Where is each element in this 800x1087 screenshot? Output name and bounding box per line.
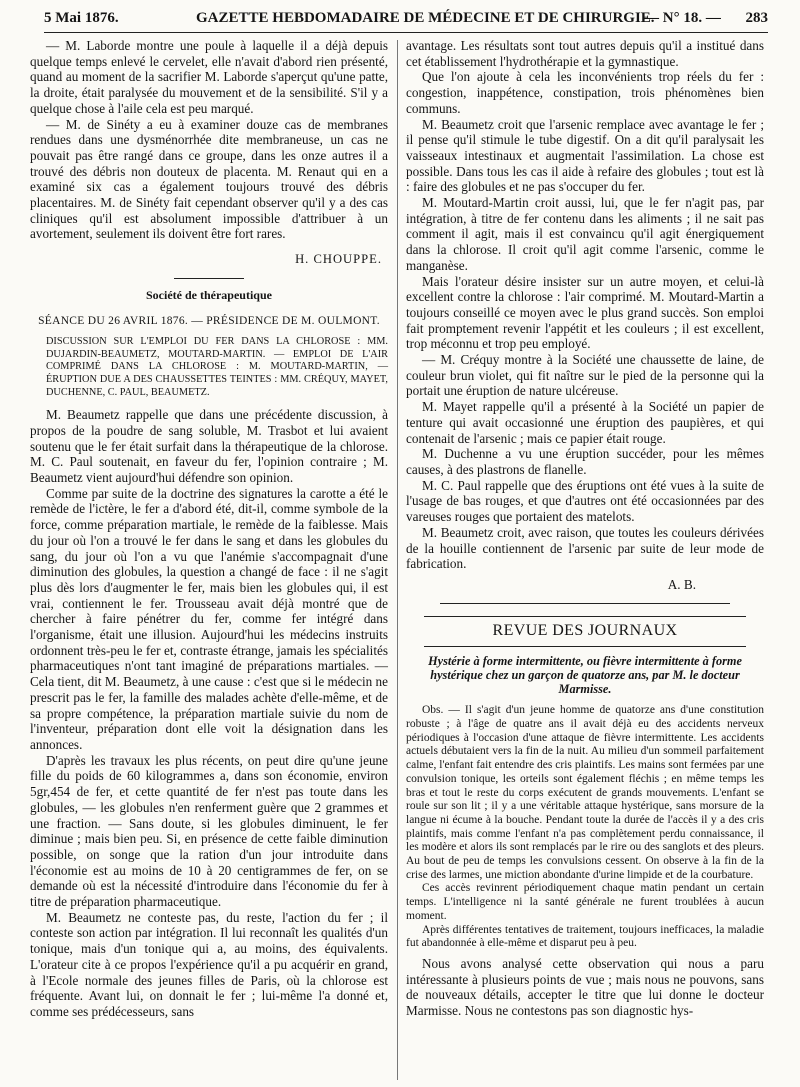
revue-des-journaux-title: REVUE DES JOURNAUX: [424, 616, 746, 648]
paragraph-c-paul: M. C. Paul rappelle que des éruptions ont été vues à la suite de l'usage de bas rouges, et que d'autres ont été occasionnées par des vareuses rouges que portaient des matelots.: [406, 477, 764, 525]
paragraph-beaumetz-couleurs: M. Beaumetz croit, avec raison, que toutes les couleurs dérivées de la houille contiennent de l'arsenic par suite de leur mode de fabrication.: [406, 524, 764, 572]
paragraph-sinety: — M. de Sinéty a eu à examiner douze cas de membranes rendues dans une dysménorrhée dite membraneuse, un cas ne pouvait pas être rangé dans ce groupe, dans les onze autres il a trouvé des débris non douteux de placenta. M. Renaut qui en a examiné six cas a également toujours trouvé des débris placentaires. M. de Sinéty fait cependant observer qu'il y a des cas cliniques qu'il est absolument impossible d'attribuer à un avortement, seulement ils doivent être fort rares.: [30, 116, 388, 242]
observation-periodic: Ces accès revinrent périodiquement chaque matin pendant un certain temps. L'intelligence ni la santé générale ne furent troublées à aucun moment.: [406, 882, 764, 922]
article-title: Hystérie à forme intermittente, ou fièvre intermittente à forme hystérique chez un garçon de quatorze ans, par M. le docteur Marmisse.: [428, 654, 742, 697]
right-column: [406, 38, 764, 1019]
observation-treatment: Après différentes tentatives de traitement, toujours inefficaces, la maladie fut abandonnée à elle-même et disparut peu à peu.: [406, 923, 764, 950]
paragraph-beaumetz-action: M. Beaumetz ne conteste pas, du reste, l'action du fer ; il conteste son action par intégration. Il lui reconnaît les qualités d'un tonique, mais d'un tonique qui a, au moins, des équivalents. L'orateur cite à ce propos l'expérience qu'il a pu acquérir en grand, à l'Ecole normale des jeunes filles de Paris, où la chlorose est fréquente. Avant lui, on donnait le fer ; lui-même l'a donné et, comme ses prédécesseurs, sans: [30, 909, 388, 1019]
seance-line: SÉANCE DU 26 AVRIL 1876. — PRÉSIDENCE DE M. OULMONT.: [38, 314, 380, 327]
paragraph-laborde: — M. Laborde montre une poule à laquelle il a déjà depuis quelque temps enlevé le cervelet, elle n'avait d'abord rien présenté, quand au moment de la sacrifier M. Laborde s'aperçut qu'une patte, la droite, était paralysée du mouvement et de la sensibilité. S'il y a quelque chose à l'aile cela est peu marqué.: [30, 38, 388, 116]
section-separator: [440, 603, 730, 604]
header-page-number: 283: [745, 10, 768, 26]
paragraph-mayet: M. Mayet rappelle qu'il a présenté à la Société un papier de tenture qui avait occasionné une éruption des paupières, et qui contenait de l'arsenic ; mais ce papier était rouge.: [406, 399, 764, 446]
session-summary: DISCUSSION SUR L'EMPLOI DU FER DANS LA CHLOROSE : MM. DUJARDIN-BEAUMETZ, MOUTARD-MARTIN. — EMPLOI DE L'AIR COMPRIMÉ DANS LA CHLOROSE : M. MOUTARD-MARTIN, — ÉRUPTION DUE A DES CHAUSSETTES TEINTES : MM. CRÉQUY, MAYET, DUCHENNE, C. PAUL, BEAUMETZ.: [46, 336, 388, 398]
signature-ab: A. B.: [667, 576, 696, 592]
society-title: Société de thérapeutique: [146, 287, 272, 302]
paragraph-inconvenients: Que l'on ajoute à cela les inconvénients trop réels du fer : congestion, inappétence, constipation, trois phénomènes bien communs.: [406, 69, 764, 116]
paragraph-continuation: avantage. Les résultats sont tout autres depuis qu'il a institué dans cet établissement l'hydrothérapie et la gymnastique.: [406, 38, 764, 69]
header-title: GAZETTE HEBDOMADAIRE DE MÉDECINE ET DE CHIRURGIE.: [196, 10, 655, 26]
paragraph-duchenne: M. Duchenne a vu une éruption succéder, pour les mêmes causes, à des plastrons de flanelle.: [406, 446, 764, 477]
paragraph-analysis: Nous avons analysé cette observation qui nous a paru intéressante à plusieurs points de vue ; mais nous ne pouvons, sans de nouveaux détails, accepter le titre que lui donne le docteur Marmisse. Nous ne contestons pas son diagnostic hys-: [406, 955, 764, 1019]
page-header: [44, 8, 768, 33]
left-column: [30, 38, 388, 1020]
observation-text: Obs. — Il s'agit d'un jeune homme de quatorze ans d'une constitution robuste ; à l'âge de quatre ans il avait déjà eu des accidents nerveux périodiques à l'occasion d'une attaque de fièvre intermittente. Les accidents actuels débutaient vers la fin de la nuit. Au milieu d'un sommeil parfaitement calme, l'enfant fait entendre des cris plaintifs. Les mains sont fermées par une convulsion tonique, les orteils sont également fléchis ; en même temps les bras et tout le reste du corps exécutent de grands mouvements. L'enfant se roule sur son lit ; il y a une véritable attaque hystérique, sans morsure de la langue ni écume à la bouche. Pendant toute la durée de l'accès il y a des cris plaintifs, mais comme l'enfant n'a pas complètement perdu connaissance, il les modère et alors ils sont remplacés par le rire ou des sanglots et des pleurs. Au bout de peu de temps les convulsions cessent. On observe à la fin de la crise des larmes, une miction abondante d'urine limpide et de la courbature.: [406, 704, 764, 881]
paragraph-air-comprime: Mais l'orateur désire insister sur un autre moyen, et celui-là excellent contre la chlorose : l'air comprimé. M. Moutard-Martin a toujours conseillé ce moyen avec le plus grand succès. Son emploi fait promptement revenir l'appétit et les couleurs ; il est excellent, trop méconnu et trop peu employé.: [406, 273, 764, 352]
paragraph-crequy: — M. Créquy montre à la Société une chaussette de laine, de couleur brun violet, qui fit naître sur le pied de la personne qui la portait une éruption de nature ulcéreuse.: [406, 352, 764, 399]
header-date: 5 Mai 1876.: [44, 10, 119, 26]
section-rule: [174, 278, 244, 279]
paragraph-signatures-doctrine: Comme par suite de la doctrine des signatures la carotte a été le remède de l'ictère, le fer a d'abord été, dit-il, comme symbole de la force, comme préparation martiale, le remède de la faiblesse. Mais du jour où l'on a trouvé le fer dans le sang et dans les globules du sang, du jour où l'on a vu que l'anémie s'accompagnait d'une diminution des globules, la question a changé de face : il ne s'agit plus dès lors d'augmenter le fer, mais bien les globules qui, il est vrai, contiennent le fer. Trousseau avait déjà montré que de chercher à faire pénétrer du fer, comme fer intégré dans l'organisme, était une illusion. Aujourd'hui les médecins instruits ordonnent très-peu le fer et, contraste étrange, jamais les spécialités pharmaceutiques n'ont tant imaginé de préparations martiales. — Cela tient, dit M. Beaumetz, à une cause : c'est que si le médecin ne prescrit pas le fer, la famille des malades achète d'elle-même, et de sa propre compétence, la préparation martiale suivie du nom de l'inventeur, préparation dont elle voit la désignation dans les annonces.: [30, 485, 388, 752]
signature-chouppe: H. CHOUPPE.: [295, 252, 382, 267]
column-divider: [397, 40, 398, 1080]
paragraph-beaumetz-intro: M. Beaumetz rappelle que dans une précédente discussion, à propos de la poudre de sang soluble, M. Trasbot et lui avaient soutenu que le fer était surfait dans la thérapeutique de la chlorose. M. C. Paul soutenait, en faveur du fer, l'opinion contraire ; M. Beaumetz vient aujourd'hui défendre son opinion.: [30, 407, 388, 486]
paragraph-arsenic: M. Beaumetz croit que l'arsenic remplace avec avantage le fer ; il pense qu'il stimule le tube digestif. On a dit qu'il paralysait les vaisseaux intestinaux et augmentait l'assimilation. La chose est possible. Dans tous les cas il aide à refaire des globules ; tout est là : faire des globules et ne pas s'occuper du fer.: [406, 116, 764, 195]
paragraph-recent-works: D'après les travaux les plus récents, on peut dire qu'une jeune fille du poids de 60 kilogrammes a, dans son économie, environ 5gr,454 de fer, et cette quantité de fer n'est pas toute dans les globules, — les globules n'en renferment guère que 2 grammes et une fraction. — Sans doute, si les globules diminuent, le fer diminue ; mais bien peu. Si, en présence de cette faible diminution possible, on songe que la ration d'un jour introduite dans l'économie est au moins de 10 à 20 centigrammes de fer, on se demande où est la nécessité d'introduire dans l'économie du fer à titre de préparation pharmaceutique.: [30, 752, 388, 910]
paragraph-moutard-martin: M. Moutard-Martin croit aussi, lui, que le fer n'agit pas, par intégration, à titre de fer contenu dans les aliments ; il ne sait pas comment il agit, mais il est convaincu qu'il agit énergiquement dans la chlorose. Il croit qu'il agit comme l'arsenic, comme le manganèse.: [406, 195, 764, 273]
header-issue: — N° 18. —: [644, 10, 721, 26]
